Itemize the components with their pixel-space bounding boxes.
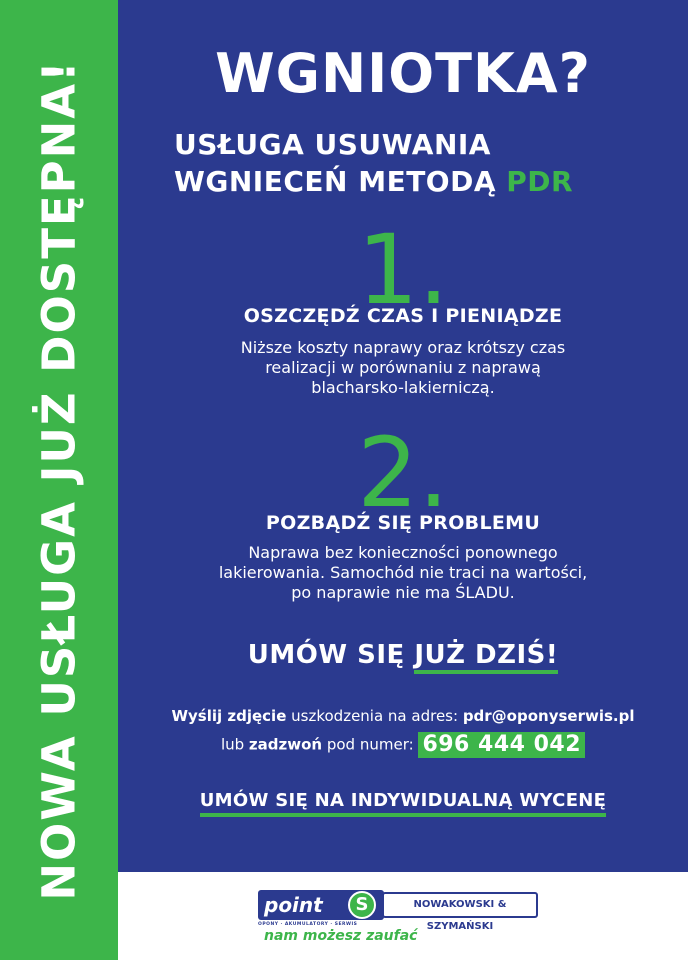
step-1-description bbox=[158, 338, 648, 398]
call-to-action bbox=[118, 640, 688, 670]
headline-wrap bbox=[118, 42, 688, 106]
step-1-desc-line: blacharsko-lakierniczą. bbox=[311, 378, 495, 397]
quote-cta-text: UMÓW SIĘ NA INDYWIDUALNĄ WYCENĘ bbox=[200, 790, 607, 817]
contact-call: zadzwoń bbox=[248, 735, 323, 754]
sidebar-banner bbox=[0, 0, 118, 960]
footer bbox=[118, 872, 688, 960]
headline bbox=[211, 42, 595, 106]
step-1-desc-line: Niższe koszty naprawy oraz krótszy czas bbox=[240, 338, 566, 357]
subtitle bbox=[174, 126, 573, 200]
sidebar-vertical-text: NOWA USŁUGA JUŻ DOSTĘPNA! bbox=[32, 59, 86, 901]
cta-prefix: UMÓW SIĘ bbox=[247, 640, 415, 670]
step-2-desc-line: po naprawie nie ma ŚLADU. bbox=[291, 583, 515, 602]
subtitle-line1: USŁUGA USUWANIA bbox=[174, 128, 491, 161]
contact-line2-text2: pod numer: bbox=[322, 735, 419, 754]
contact-line1-text: uszkodzenia na adres: bbox=[286, 707, 463, 725]
logo-s-icon: S bbox=[348, 891, 376, 919]
step-2-title: POZBĄDŹ SIĘ PROBLEMU bbox=[265, 512, 541, 534]
step-2-desc-line: Naprawa bez konieczności ponownego bbox=[248, 543, 558, 562]
step-1-desc-line: realizacji w porównaniu z naprawą bbox=[265, 358, 541, 377]
step-2-number: 2. bbox=[357, 417, 449, 529]
contact-email-link[interactable]: pdr@oponyserwis.pl bbox=[462, 707, 635, 725]
contact-line2-text1: lub bbox=[220, 735, 249, 754]
cta-underlined: JUŻ DZIŚ! bbox=[414, 640, 558, 674]
logo-company-name: NOWAKOWSKI & SZYMAŃSKI bbox=[382, 892, 538, 918]
main-panel bbox=[118, 0, 688, 872]
subtitle-line2-prefix: WGNIECEŃ METODĄ bbox=[174, 165, 507, 198]
contact-email-line bbox=[118, 706, 688, 726]
quote-call-to-action bbox=[118, 790, 688, 811]
slogan: nam możesz zaufać bbox=[264, 928, 418, 944]
logo-tagline: OPONY · AKUMULATORY · SERWIS bbox=[258, 922, 358, 927]
logo-word: point bbox=[258, 890, 384, 920]
headline-text: WGNIOTKA? bbox=[215, 42, 591, 105]
step-2-description bbox=[158, 543, 648, 603]
subtitle-accent: PDR bbox=[506, 165, 574, 198]
step-1-title: OSZCZĘDŹ CZAS I PIENIĄDZE bbox=[243, 305, 563, 327]
contact-phone-line bbox=[118, 732, 688, 758]
subtitle-line2 bbox=[174, 163, 573, 200]
step-2-desc-line: lakierowania. Samochód nie traci na wartości, bbox=[218, 563, 588, 582]
contact-send-photo: Wyślij zdjęcie bbox=[171, 707, 287, 725]
phone-number[interactable]: 696 444 042 bbox=[418, 732, 585, 758]
step-1-number: 1. bbox=[357, 214, 449, 326]
